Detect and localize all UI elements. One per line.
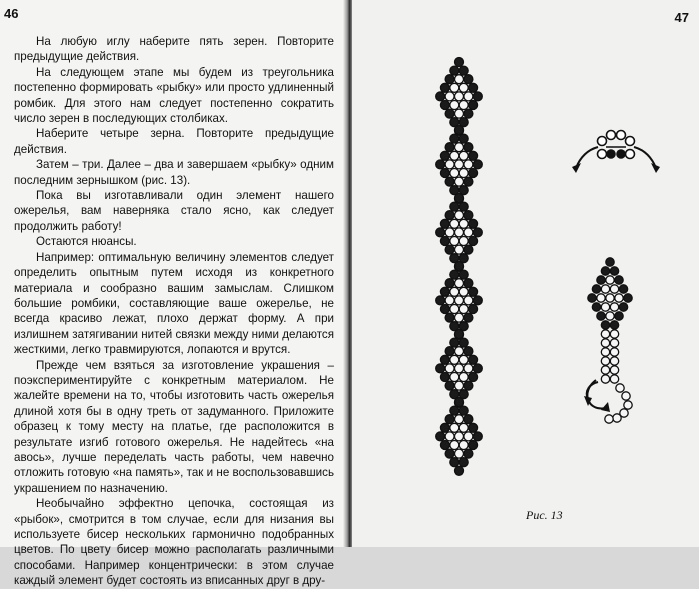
paragraph: Остаются нюансы. xyxy=(36,235,137,249)
figure-caption: Рис. 13 xyxy=(526,508,563,522)
paragraph: Необычайно эффектно цепочка, состоящая из «рыбок», смотрится в том случае, если для низания вы используете бисер нескольких гармонично подобранных цветов. По цвету бисер можно располагать различными способами. Например концентрически: в этом случае каждый элемент будет состоять из вписанных друг в дру- xyxy=(14,497,334,588)
paragraph: Пока вы изготавливали один элемент нашего ожерелья, вам наверняка стало ясно, как следует продолжить работу! xyxy=(14,189,334,233)
paragraph: Затем – три. Далее – два и завершаем «рыбку» одним последним зернышком (рис. 13). xyxy=(14,158,334,187)
bead-column-diagram xyxy=(584,258,632,423)
paragraph: На следующем этапе мы будем из треугольника постепенно формировать «рыбку» или просто удлиненный ромбик. Для этого нам следует постепенно сократить число зерен в последующих столбиках. xyxy=(14,65,334,126)
left-page xyxy=(0,0,346,588)
bead-loop-diagram xyxy=(572,131,660,174)
paragraph: Например: оптимальную величину элементов следует определить опытным путем исходя из конкретного материала и сообразно вашим замыслам. Слишком большие ромбики, составляющие ваше ожерелье, не всегда красиво лежат, плохо держат форму. А при излишнем затягивании нитей связки между ними делаются жесткими, легко травмируются, лопаются и врутся. xyxy=(14,250,334,357)
paragraph: Прежде чем взяться за изготовление украшения – поэкспериментируйте с конкретным материалом. Не жалейте времени на то, чтобы изготовить часть ожерелья длиной хотя бы в одну треть от задуманного. Приложите образец к тому месту на платье, где расположится в результате изгиб готового ожерелья. Не надейтесь «на авось», лучше переделать часть работы, чем навечно отложить готовую «на память», так и не воспользовавшись украшением по назначению. xyxy=(14,358,334,495)
page-number-right: 47 xyxy=(674,10,689,25)
page-number-left: 46 xyxy=(4,6,19,21)
body-text xyxy=(14,34,334,589)
paragraph: На любую иглу наберите пять зерен. Повторите предыдущие действия. xyxy=(14,35,334,64)
right-page xyxy=(352,0,699,547)
beaded-chain-figure xyxy=(352,0,699,547)
diamond-chain-illustration xyxy=(436,58,483,476)
paragraph: Наберите четыре зерна. Повторите предыдущие действия. xyxy=(14,127,334,156)
